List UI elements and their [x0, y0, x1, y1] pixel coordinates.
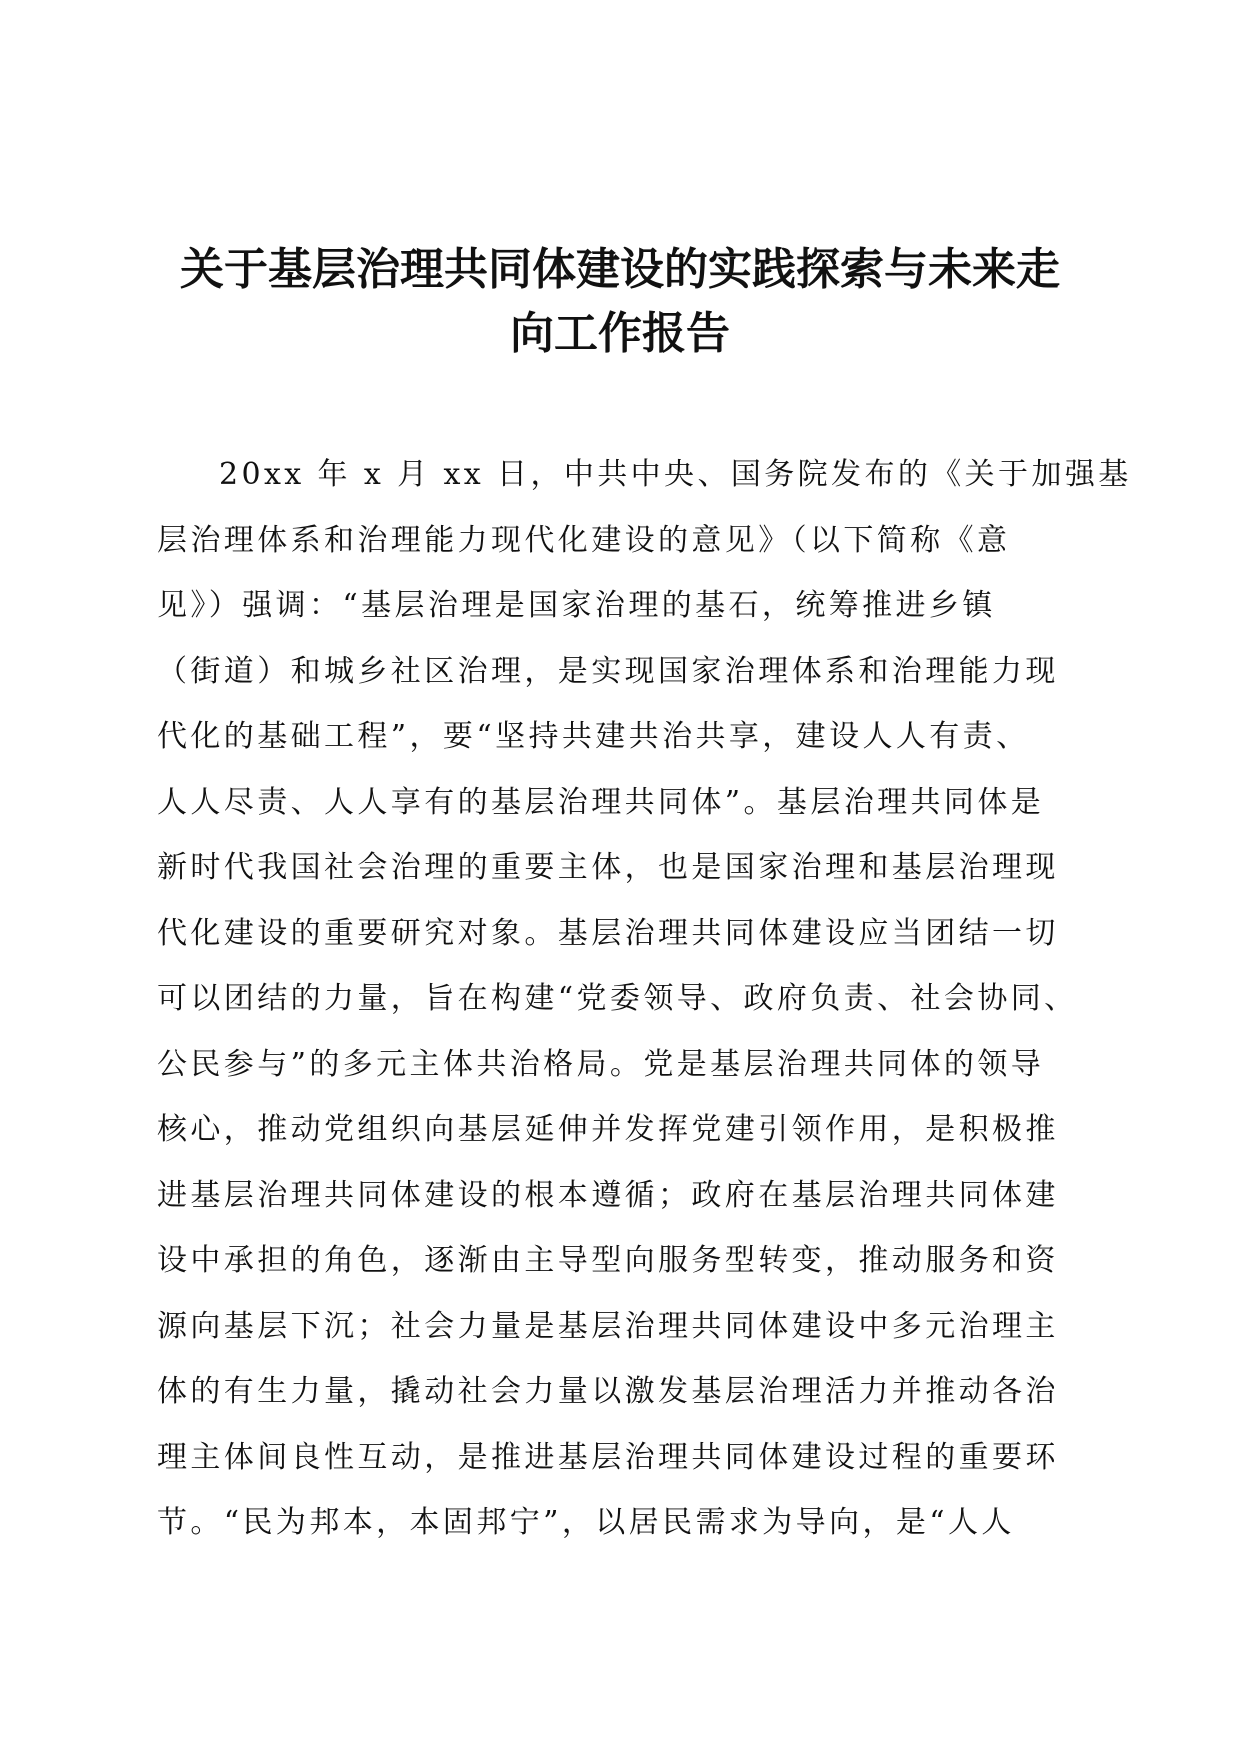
paragraph-line: 层治理体系和治理能力现代化建设的意见》（以下简称《意	[157, 522, 1011, 558]
paragraph-line: 核心，推动党组织向基层延伸并发挥党建引领作用，是积极推	[157, 1112, 1059, 1147]
document-title	[130, 238, 1110, 366]
title-line: 关于基层治理共同体建设的实践探索与未来走	[180, 244, 1060, 295]
paragraph-line: 见》）强调：“基层治理是国家治理的基石，统筹推进乡镇	[157, 588, 996, 623]
paragraph-line: 代化建设的重要研究对象。基层治理共同体建设应当团结一切	[157, 915, 1059, 951]
body-paragraph	[157, 442, 1132, 1556]
paragraph-line: 设中承担的角色，逐渐由主导型向服务型转变，推动服务和资	[157, 1243, 1059, 1278]
title-line: 向工作报告	[510, 308, 730, 359]
paragraph-line: 代化的基础工程”，要“坚持共建共治共享，建设人人有责、	[157, 719, 1030, 754]
paragraph-line: 体的有生力量，撬动社会力量以激发基层治理活力并推动各治	[157, 1374, 1059, 1409]
paragraph-line: （街道）和城乡社区治理，是实现国家治理体系和治理能力现	[157, 653, 1059, 689]
paragraph-line: 公民参与”的多元主体共治格局。党是基层治理共同体的领导	[157, 1046, 1045, 1082]
paragraph-line: 源向基层下沉；社会力量是基层治理共同体建设中多元治理主	[157, 1308, 1059, 1344]
paragraph-line: 理主体间良性互动，是推进基层治理共同体建设过程的重要环	[157, 1439, 1059, 1475]
paragraph-line: 可以团结的力量，旨在构建“党委领导、政府负责、社会协同、	[157, 981, 1078, 1016]
paragraph-line: 新时代我国社会治理的重要主体，也是国家治理和基层治理现	[157, 850, 1059, 885]
paragraph-line: 人人尽责、人人享有的基层治理共同体”。基层治理共同体是	[157, 784, 1045, 820]
paragraph-line: 进基层治理共同体建设的根本遵循；政府在基层治理共同体建	[157, 1177, 1059, 1213]
paragraph-line: 20xx 年 x 月 xx 日，中共中央、国务院发布的《关于加强基	[219, 457, 1132, 492]
paragraph-line: 节。“民为邦本，本固邦宁”，以居民需求为导向，是“人人	[157, 1505, 1015, 1540]
